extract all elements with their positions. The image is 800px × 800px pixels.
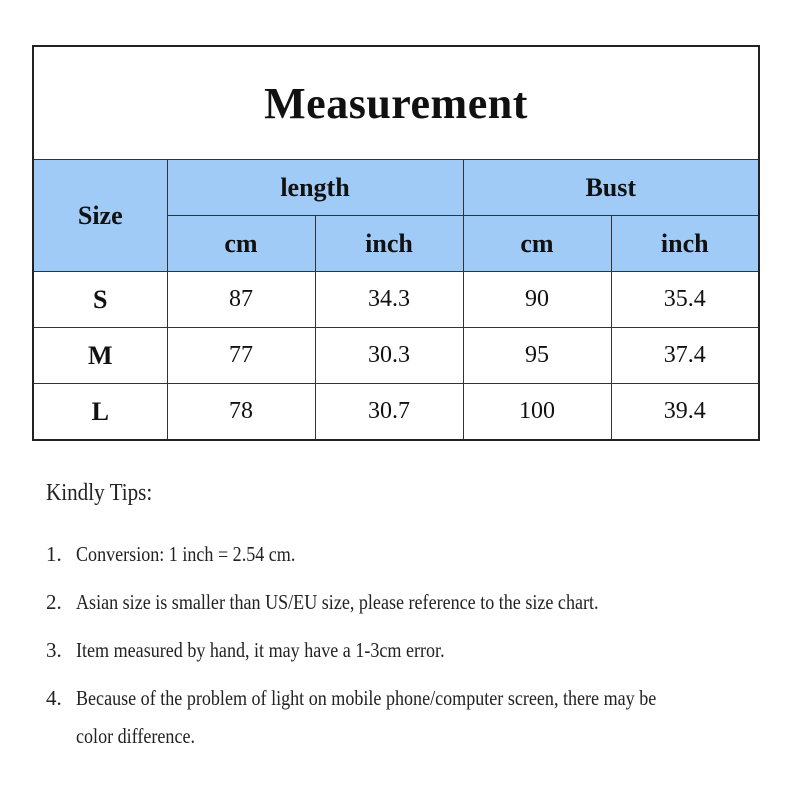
- length-inch-cell: 30.7: [315, 384, 463, 441]
- table-row: [33, 384, 759, 441]
- list-item: [46, 583, 766, 621]
- list-item: [46, 679, 766, 755]
- length-cm-cell: 87: [167, 272, 315, 328]
- bust-inch-cell: 35.4: [611, 272, 759, 328]
- tip-number: 4.: [46, 686, 62, 710]
- size-cell: M: [33, 328, 167, 384]
- tip-text: Because of the problem of light on mobile phone/computer screen, there may be color difference.: [76, 686, 657, 748]
- bust-cm-cell: 90: [463, 272, 611, 328]
- bust-cm-cell: 95: [463, 328, 611, 384]
- size-cell: S: [33, 272, 167, 328]
- bust-cm-header: cm: [463, 216, 611, 272]
- table-title: Measurement: [33, 46, 759, 160]
- bust-inch-header: inch: [611, 216, 759, 272]
- length-cm-header: cm: [167, 216, 315, 272]
- tips-heading: Kindly Tips:: [46, 480, 153, 506]
- tip-number: 2.: [46, 590, 62, 614]
- size-cell: L: [33, 384, 167, 441]
- tip-text: Conversion: 1 inch = 2.54 cm.: [76, 542, 296, 566]
- length-inch-cell: 30.3: [315, 328, 463, 384]
- length-cm-cell: 78: [167, 384, 315, 441]
- bust-inch-cell: 37.4: [611, 328, 759, 384]
- size-chart-table: [32, 45, 760, 441]
- bust-group-header: Bust: [463, 160, 759, 216]
- tip-text: Asian size is smaller than US/EU size, please reference to the size chart.: [76, 590, 599, 614]
- length-inch-cell: 34.3: [315, 272, 463, 328]
- length-inch-header: inch: [315, 216, 463, 272]
- table-row: [33, 328, 759, 384]
- kindly-tips-section: [46, 480, 766, 765]
- length-cm-cell: 77: [167, 328, 315, 384]
- tip-number: 1.: [46, 542, 62, 566]
- bust-cm-cell: 100: [463, 384, 611, 441]
- list-item: [46, 631, 766, 669]
- bust-inch-cell: 39.4: [611, 384, 759, 441]
- tips-list: [46, 535, 766, 755]
- length-group-header: length: [167, 160, 463, 216]
- tip-number: 3.: [46, 638, 62, 662]
- tip-text: Item measured by hand, it may have a 1-3cm error.: [76, 638, 445, 662]
- table-row: [33, 272, 759, 328]
- size-column-header: Size: [33, 160, 167, 272]
- list-item: [46, 535, 766, 573]
